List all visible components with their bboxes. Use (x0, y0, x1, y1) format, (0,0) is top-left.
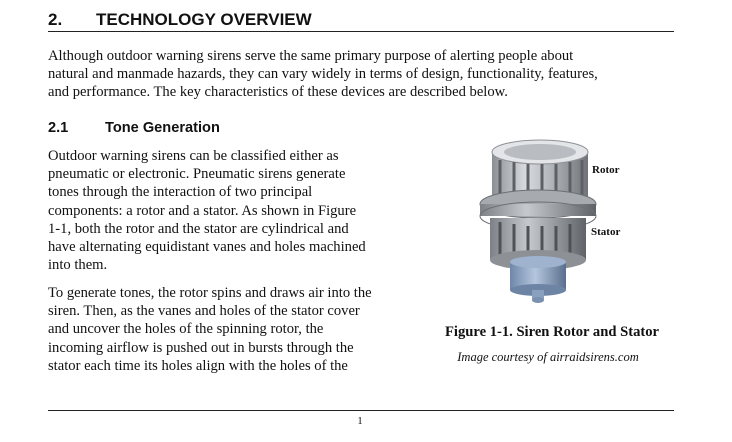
paragraph-line: have alternating equidistant vanes and holes machined (48, 239, 366, 256)
footer-divider (48, 410, 674, 411)
intro-paragraph (48, 47, 678, 101)
stator-label: Stator (591, 226, 621, 238)
paragraph-line: stator each time its holes align with the holes of the (48, 357, 348, 374)
subsection-number: 2.1 (48, 120, 69, 136)
paragraph-line: 1-1, both the rotor and the stator are cylindrical and (48, 220, 349, 237)
figure-caption: Figure 1-1. Siren Rotor and Stator (444, 324, 660, 340)
tone-generation-paragraph-2 (48, 284, 418, 375)
paragraph-line: tones through the interaction of two principal (48, 184, 313, 201)
paragraph-line: into them. (48, 257, 108, 274)
page-number: 1 (357, 415, 363, 427)
intro-line: natural and manmade hazards, they can vary widely in terms of design, functionality, features, (48, 66, 598, 82)
paragraph-line: siren. Then, as the vanes and holes of the stator cover (48, 303, 360, 320)
intro-line: Although outdoor warning sirens serve the same primary purpose of alerting people about (48, 48, 574, 64)
paragraph-line: and uncover the holes of the spinning rotor, the (48, 321, 324, 338)
paragraph-line: pneumatic or electronic. Pneumatic sirens generate (48, 166, 346, 183)
tone-generation-paragraph-1 (48, 147, 418, 274)
figure-credit: Image courtesy of airraidsirens.com (457, 350, 639, 364)
section-title-text: TECHNOLOGY OVERVIEW (96, 10, 312, 29)
subsection-heading (48, 118, 220, 138)
section-number: 2. (48, 10, 63, 29)
paragraph-line: incoming airflow is pushed out in bursts through the (48, 339, 354, 356)
section-heading (48, 8, 674, 32)
paragraph-line: Outdoor warning sirens can be classified either as (48, 148, 339, 164)
paragraph-line: To generate tones, the rotor spins and draws air into the (48, 285, 372, 301)
paragraph-line: components: a rotor and a stator. As shown in Figure (48, 202, 357, 219)
rotor-label: Rotor (592, 164, 620, 176)
subsection-title-text: Tone Generation (105, 120, 220, 136)
intro-line: and performance. The key characteristics of these devices are described below. (48, 84, 508, 100)
